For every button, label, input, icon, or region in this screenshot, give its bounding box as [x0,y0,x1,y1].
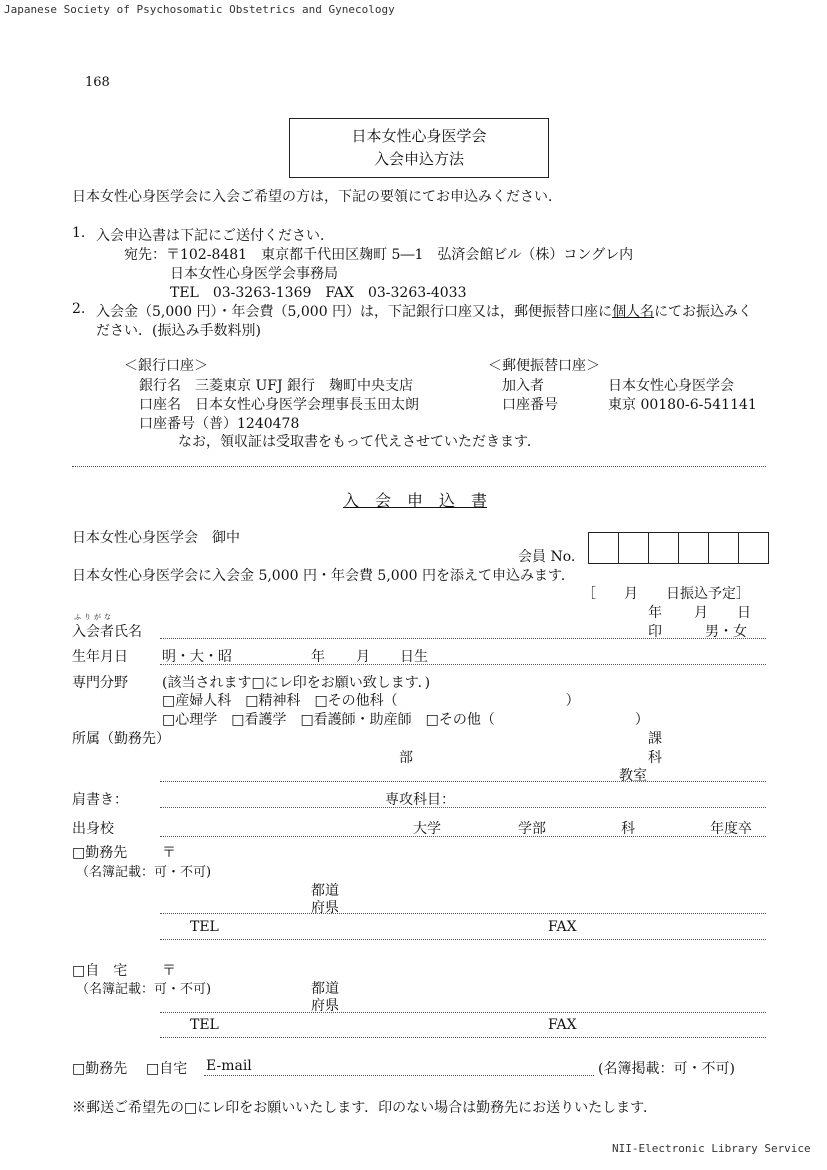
step2-emphasis: 個人名 [612,304,655,320]
affiliation-bu: 部 [399,750,413,766]
form-title: 入 会 申 込 書 [343,491,488,510]
email-line[interactable] [204,1075,594,1076]
birth-day: 日生 [400,649,428,665]
birth-label: 生年月日 [72,649,128,665]
bank-name: 銀行名 三菱東京 UFJ 銀行 麹町中央支店 [139,378,414,394]
affiliation-ka1: 課 [648,731,662,747]
member-no-box[interactable] [618,533,648,563]
school-graduation: 年度卒 [710,821,752,837]
postal-label2: 口座番号 [502,397,558,413]
member-no-box[interactable] [648,533,678,563]
member-no-box[interactable] [738,533,768,563]
step2-text: 入会金（5,000 円）・年会費（5,000 円）は，下記銀行口座又は，郵便振替口座に個人名にてお振込みく [96,304,753,320]
home-address-line[interactable] [160,1012,766,1013]
bank-account-number: 口座番号（普）1240478 [139,416,300,432]
affiliation-ka2: 科 [648,750,662,766]
title-line1: 日本女性心身医学会 [351,127,487,145]
work-phone-line[interactable] [160,939,766,940]
specialty-label: 専門分野 [72,675,128,691]
member-no-box[interactable] [678,533,708,563]
home-postal-mark: 〒 [162,963,176,979]
specialty-note: (該当されます□にレ印をお願い致します．) [162,675,431,691]
home-pref1: 都道 [311,981,339,997]
home-tel-label: TEL [190,1017,219,1033]
step1-contact: TEL 03-3263-1369 FAX 03-3263-4033 [170,285,467,301]
member-no-label: 会員 No. [518,549,576,565]
date-month: 月 [694,605,708,621]
journal-header: Japanese Society of Psychosomatic Obstetrics and Gynecology [4,3,395,16]
footnote: ※郵送ご希望先の□にレ印をお願いいたします．印のない場合は勤務先にお送りいたします． [72,1100,657,1116]
work-postal-mark: 〒 [162,845,176,861]
step1-number: 1. [72,225,86,241]
school-label: 出身校 [72,821,114,837]
work-fax-label: FAX [548,919,577,935]
email-listing[interactable]: (名簿掲載：可・不可) [598,1061,735,1077]
home-fax-label: FAX [548,1017,577,1033]
date-year: 年 [648,605,662,621]
school-department: 科 [621,821,635,837]
birth-era[interactable]: 明・大・昭 [162,649,232,665]
birth-month: 月 [356,649,370,665]
major-label: 専攻科目： [385,792,455,808]
step1-address: 宛先：〒102-8481 東京都千代田区麹町 5―1 弘済会館ビル（株）コングレ内 [124,247,634,263]
bank-account-name: 口座名 日本女性心身医学会理事長玉田太朗 [139,397,419,413]
receipt-note: なお，領収証は受取書をもって代えさせていただきます． [178,434,541,450]
member-no-boxes[interactable] [588,532,769,564]
work-address-line[interactable] [160,913,766,914]
name-ruby: ふりがな [74,613,114,621]
birth-year: 年 [311,649,325,665]
affiliation-line[interactable] [160,781,766,782]
postal-value2: 東京 00180-6-541141 [608,397,757,413]
member-no-box[interactable] [589,533,618,563]
step2-number: 2. [72,301,86,317]
school-line[interactable] [160,836,766,837]
member-no-box[interactable] [708,533,738,563]
name-label: 入会者氏名 [72,624,142,640]
gender-field[interactable]: 男・女 [705,624,747,640]
name-line[interactable] [160,638,766,639]
title-box [289,118,549,178]
email-work-checkbox[interactable]: □勤務先 [72,1061,128,1077]
form-addressee: 日本女性心身医学会 御中 [72,530,240,546]
email-home-checkbox[interactable]: □自宅 [146,1061,188,1077]
school-faculty: 学部 [518,821,546,837]
step2-text-cont: ださい．(振込み手数料別) [96,323,261,339]
work-tel-label: TEL [190,919,219,935]
transfer-plan: ［ 月 日振込予定］ [582,586,750,602]
affiliation-kyoshitsu: 教室 [619,768,647,784]
home-checkbox-label[interactable]: □自 宅 [72,963,128,979]
seal-mark: 印 [648,624,662,640]
date-day: 日 [737,605,751,621]
step1-text: 入会申込書は下記にご送付ください． [96,228,334,244]
specialty-options-1[interactable]: □産婦人科 □精神科 □その他科（ ） [162,693,580,709]
home-phone-line[interactable] [160,1037,766,1038]
home-pref2: 府県 [311,998,339,1014]
title-line2: 入会申込方法 [373,150,464,168]
work-pref2: 府県 [311,900,339,916]
affiliation-label: 所属（勤務先） [72,731,170,747]
cut-line [72,466,766,467]
birth-line[interactable] [160,664,766,665]
postal-label1: 加入者 [502,378,544,394]
position-label: 肩書き： [72,792,128,808]
work-listing[interactable]: （名簿記載：可・不可) [76,865,212,880]
work-pref1: 都道 [311,883,339,899]
position-line[interactable] [160,807,766,808]
step1-office: 日本女性心身医学会事務局 [170,266,338,282]
postal-value1: 日本女性心身医学会 [608,378,734,394]
specialty-options-2[interactable]: □心理学 □看護学 □看護師・助産師 □その他（ ） [162,712,649,728]
postal-heading: ＜郵便振替口座＞ [488,358,600,374]
page-number: 168 [85,75,110,90]
bank-heading: ＜銀行口座＞ [124,358,208,374]
apply-text: 日本女性心身医学会に入会金 5,000 円・年会費 5,000 円を添えて申込みます． [72,568,575,584]
home-listing[interactable]: （名簿記載：可・不可) [76,982,212,997]
work-checkbox-label[interactable]: □勤務先 [72,845,128,861]
library-footer: NII-Electronic Library Service [612,1142,811,1155]
email-label: E-mail [206,1058,252,1074]
intro-text: 日本女性心身医学会に入会ご希望の方は，下記の要領にてお申込みください． [72,189,562,205]
school-university: 大学 [413,821,441,837]
